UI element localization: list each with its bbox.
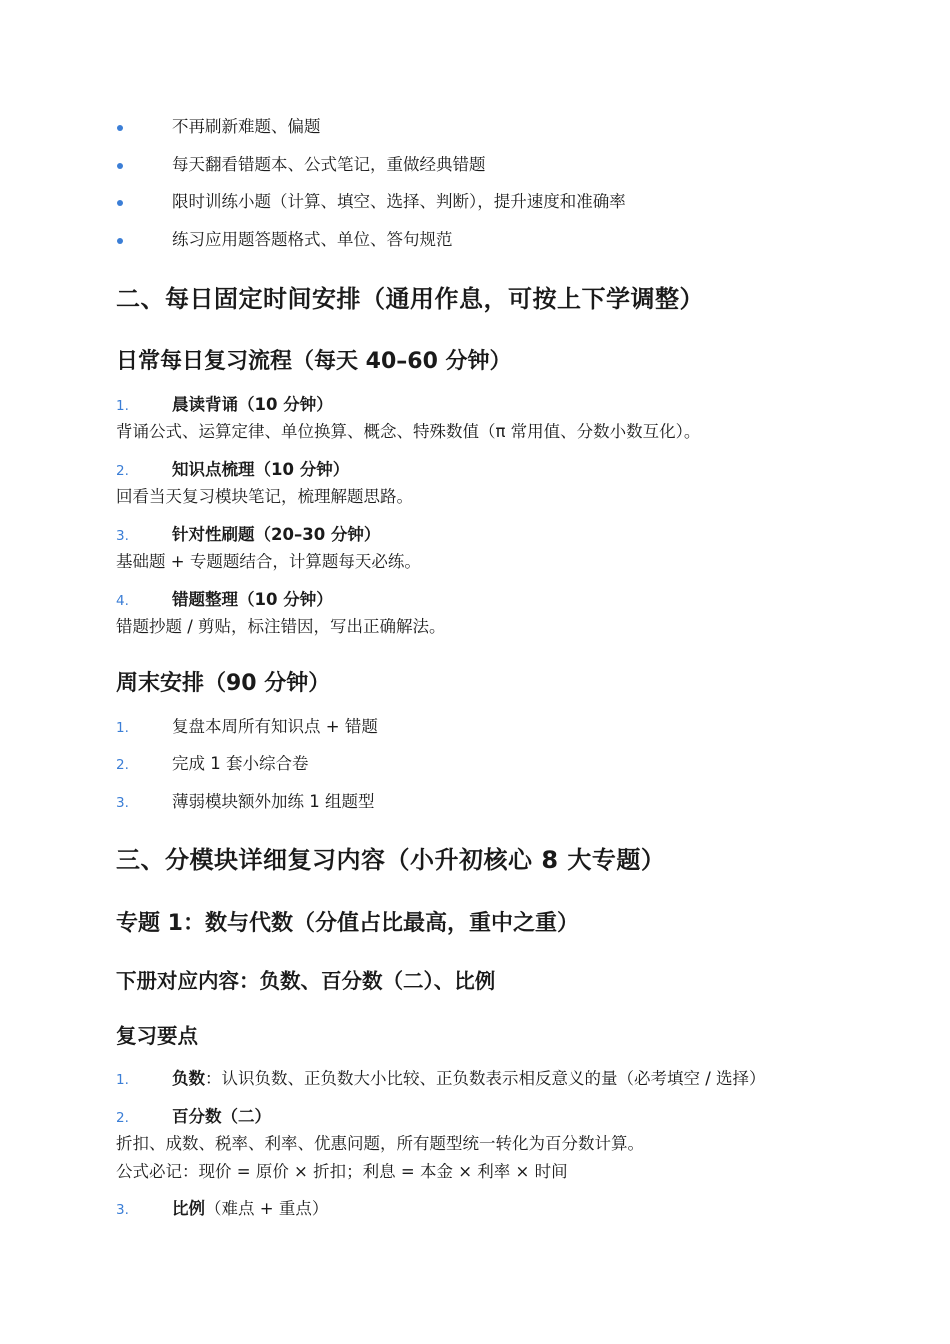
step-description: 错题抄题 / 剪贴，标注错因，写出正确解法。 (116, 617, 446, 636)
list-item: 每天翻看错题本、公式笔记，重做经典错题 (172, 155, 486, 174)
step-description: 基础题 + 专题题结合，计算题每天必练。 (116, 552, 421, 571)
step-description: 背诵公式、运算定律、单位换算、概念、特殊数值（π 常用值、分数小数互化）。 (116, 422, 701, 441)
point-title: 负数 (172, 1069, 205, 1088)
point-description: 折扣、成数、税率、利率、优惠问题，所有题型统一转化为百分数计算。 (116, 1134, 644, 1153)
list-number: 4. (116, 593, 129, 609)
list-number: 2. (116, 1110, 129, 1126)
list-number: 1. (116, 398, 129, 414)
point-description: 公式必记：现价 = 原价 × 折扣；利息 = 本金 × 利率 × 时间 (116, 1162, 568, 1181)
subsection-heading: 周末安排（90 分钟） (116, 671, 331, 696)
point-title: 比例 (172, 1199, 205, 1218)
list-number: 2. (116, 757, 129, 773)
step-title: 晨读背诵（10 分钟） (172, 395, 333, 414)
subsection-heading: 专题 1：数与代数（分值占比最高，重中之重） (116, 911, 579, 936)
list-item: 不再刷新难题、偏题 (172, 117, 321, 136)
list-item: 完成 1 套小综合卷 (172, 754, 309, 773)
bullet-dot (117, 200, 123, 206)
list-item: 薄弱模块额外加练 1 组题型 (172, 792, 375, 811)
list-number: 1. (116, 720, 129, 736)
step-description: 回看当天复习模块笔记，梳理解题思路。 (116, 487, 413, 506)
step-title: 知识点梳理（10 分钟） (172, 460, 350, 479)
subsection-heading: 日常每日复习流程（每天 40–60 分钟） (116, 349, 512, 374)
points-heading: 复习要点 (116, 1024, 198, 1048)
point-text: ：认识负数、正负数大小比较、正负数表示相反意义的量（必考填空 / 选择） (205, 1069, 766, 1088)
bullet-dot (117, 238, 123, 244)
list-number: 3. (116, 528, 129, 544)
point-text: （难点 + 重点） (205, 1199, 329, 1218)
point-title: 百分数（二） (172, 1107, 271, 1126)
list-item: 复盘本周所有知识点 + 错题 (172, 717, 378, 736)
point-line (172, 1068, 766, 1090)
step-title: 错题整理（10 分钟） (172, 590, 333, 609)
sub-subsection-heading: 下册对应内容：负数、百分数（二）、比例 (116, 969, 496, 993)
list-number: 1. (116, 1072, 129, 1088)
list-number: 3. (116, 1202, 129, 1218)
list-number: 3. (116, 795, 129, 811)
list-item: 限时训练小题（计算、填空、选择、判断），提升速度和准确率 (172, 192, 626, 211)
step-title: 针对性刷题（20–30 分钟） (172, 525, 381, 544)
section-heading: 二、每日固定时间安排（通用作息，可按上下学调整） (116, 285, 704, 313)
bullet-dot (117, 163, 123, 169)
list-item: 练习应用题答题格式、单位、答句规范 (172, 230, 453, 249)
list-number: 2. (116, 463, 129, 479)
point-line (172, 1198, 328, 1220)
bullet-dot (117, 125, 123, 131)
section-heading: 三、分模块详细复习内容（小升初核心 8 大专题） (116, 846, 666, 874)
